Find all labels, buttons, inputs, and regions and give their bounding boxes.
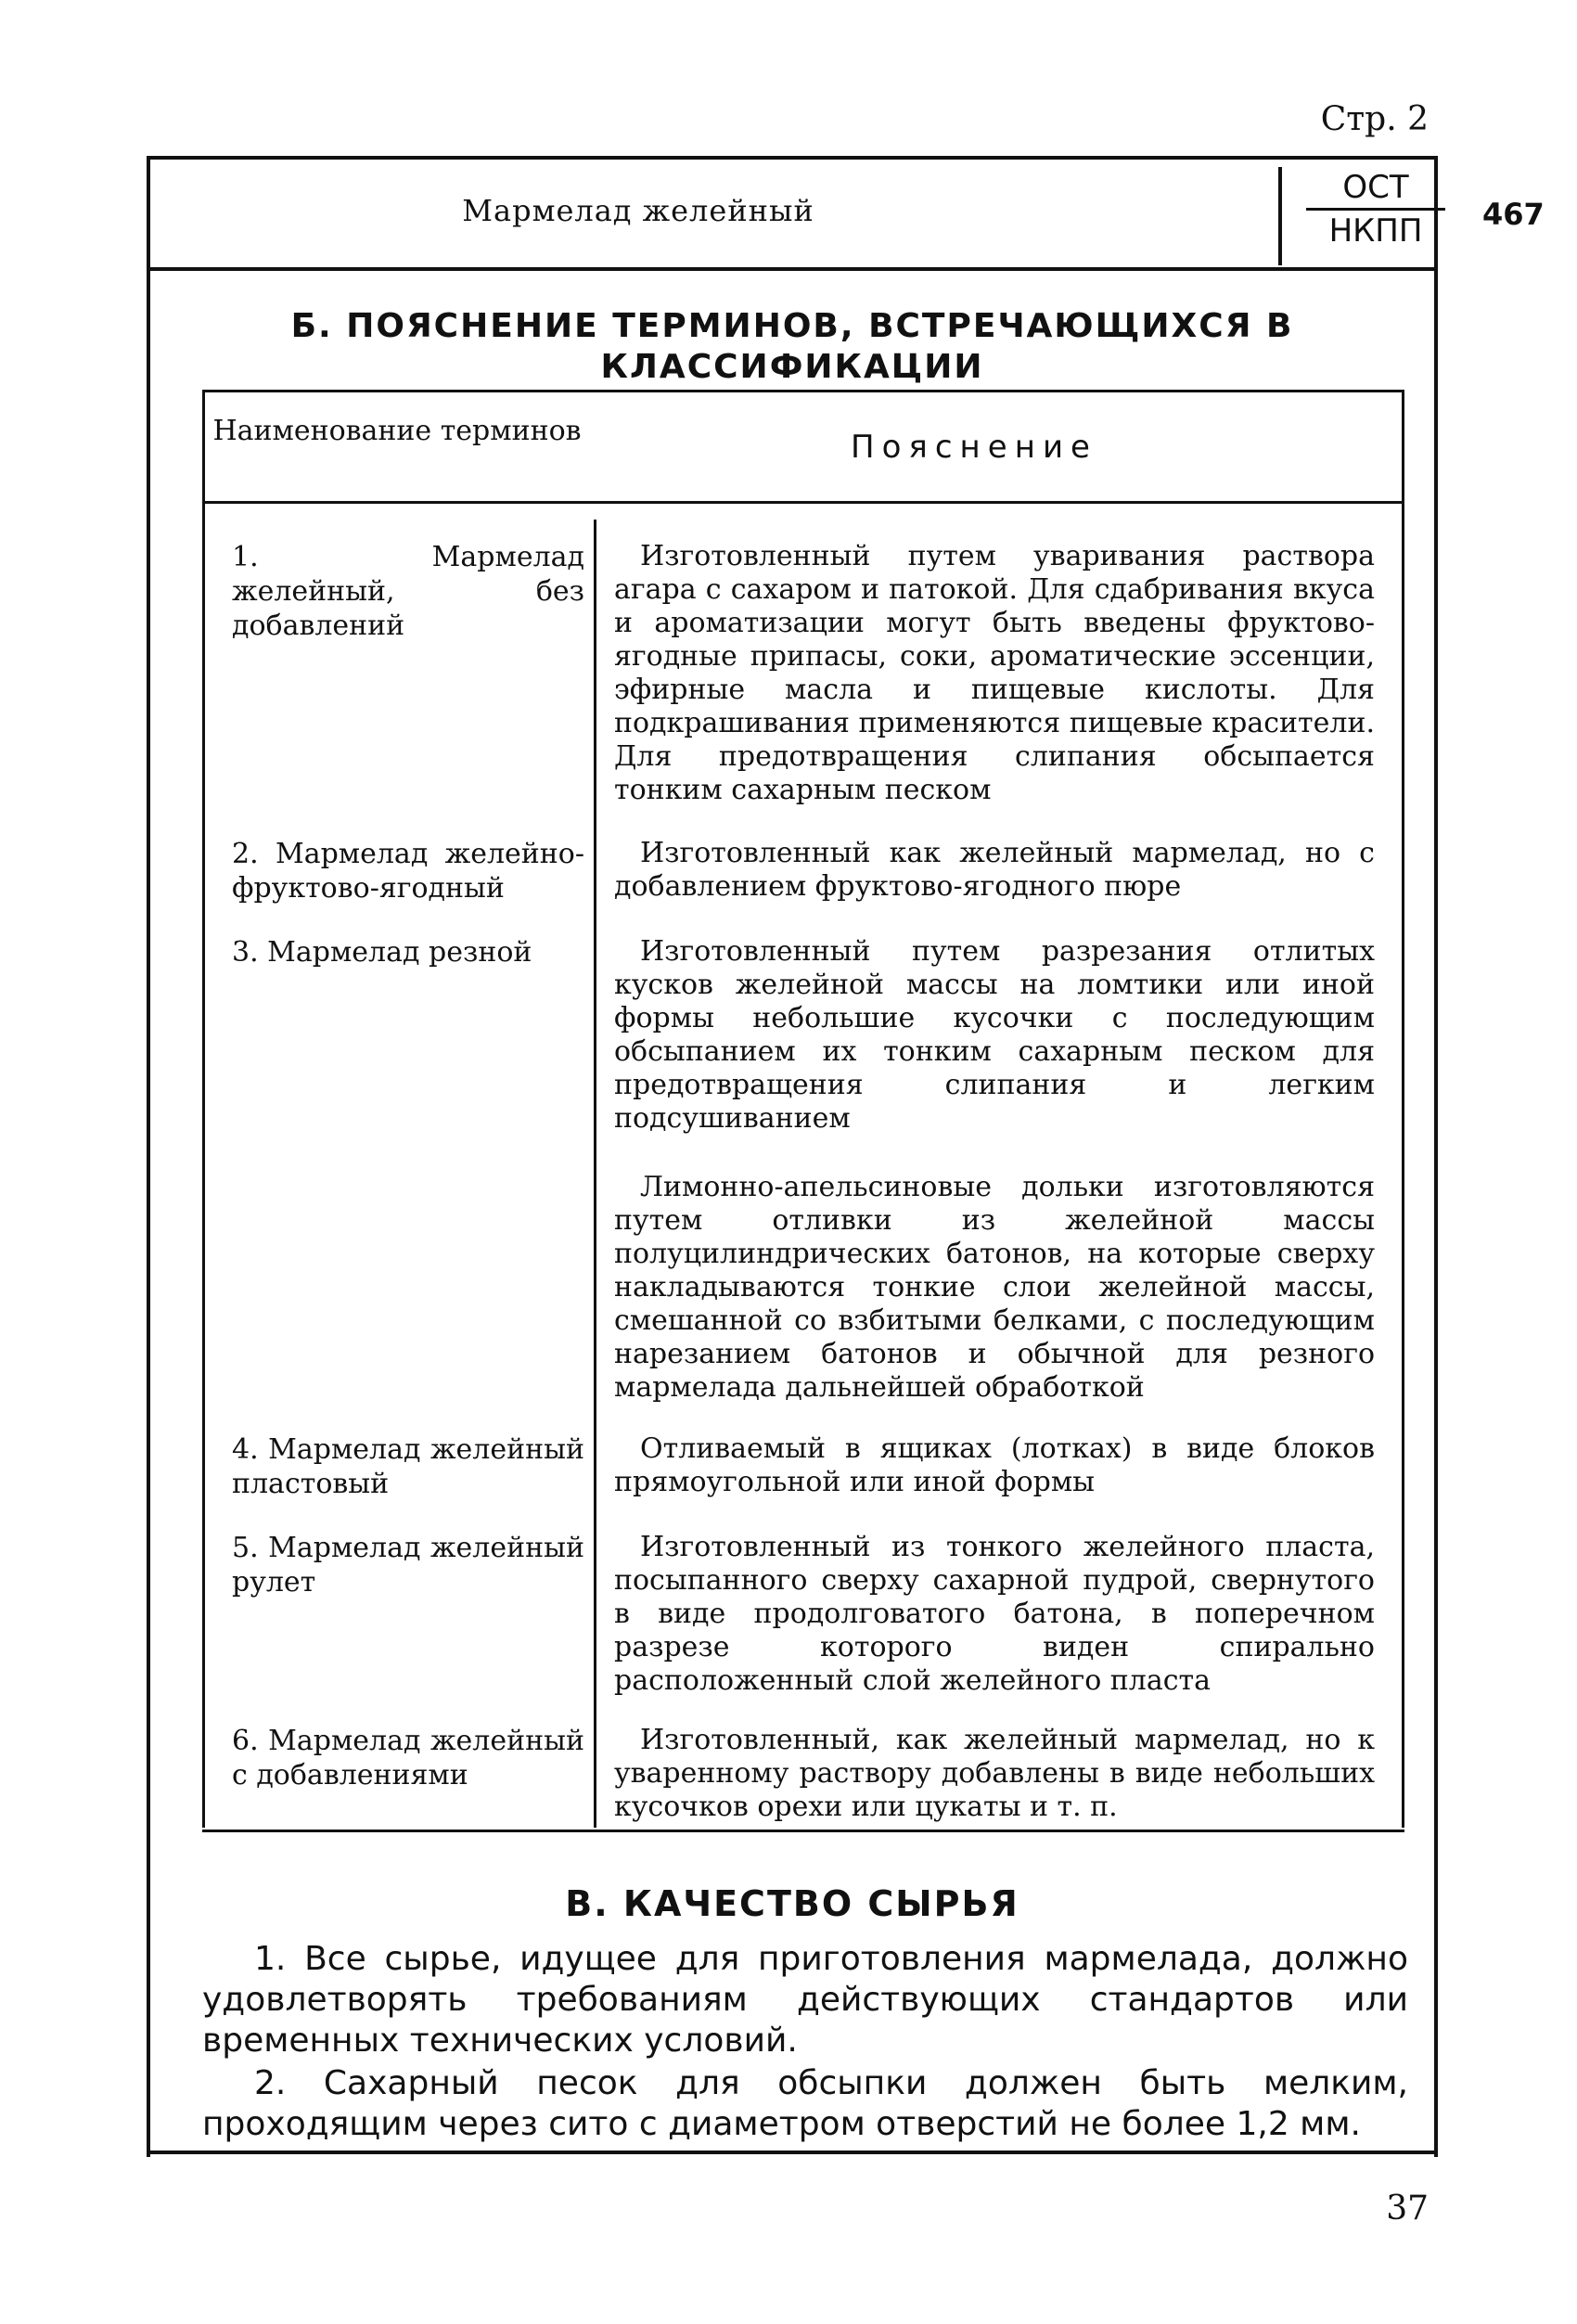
page-number-bottom: 37: [1386, 2189, 1429, 2228]
header-title: Мармелад желейный: [462, 193, 814, 228]
table-row-term: 3. Мармелад резной: [232, 936, 532, 969]
table-top-rule: [202, 390, 1404, 392]
column-header-explanation: Пояснение: [851, 429, 1097, 466]
standard-denominator: НКПП: [1328, 212, 1423, 250]
frame-bottom-rule: [147, 2151, 1438, 2154]
page-label-top: Стр. 2: [1320, 100, 1429, 138]
table-row-explanation: Изготовленный путем уваривания раствора агара с сахаром и патокой. Для сдабривания вкуса и ароматизации могут быть введены фруктово-ягодные припасы, соки, ароматические эссенции, эфирные масла и пищевые кислоты. Для подкрашивания применяются пищевые красители. Для предотвращения слипания обсыпается тонким сахарным песком: [614, 540, 1375, 806]
column-divider: [594, 520, 596, 1828]
paragraph-2: 2. Сахарный песок для обсыпки должен быть мелким, проходящим через сито с диаметром отверстий не более 1,2 мм.: [202, 2064, 1408, 2143]
document-header: [147, 160, 1545, 271]
section-v-title: В. КАЧЕСТВО СЫРЬЯ: [565, 1883, 1019, 1924]
table-row-explanation: Отливаемый в ящиках (лотках) в виде блоков прямоугольной или иной формы: [614, 1432, 1375, 1498]
table-bottom-rule: [202, 1830, 1404, 1832]
standard-fraction: [1306, 169, 1445, 250]
table-row-term: 4. Мармелад желейный пластовый: [232, 1433, 584, 1500]
header-divider: [1278, 167, 1282, 265]
section-b-title-line2: КЛАССИФИКАЦИИ: [600, 348, 984, 386]
table-row-explanation: Изготовленный путем разрезания отлитых кусков желейной массы на ломтики или иной формы небольшие кусочки с последующим обсыпанием их тонким сахарным песком для предотвращения слипания и легким подсушиванием: [614, 935, 1375, 1135]
column-header-terms: Наименование терминов: [212, 415, 582, 447]
section-b-title-line1: Б. ПОЯСНЕНИЕ ТЕРМИНОВ, ВСТРЕЧАЮЩИХСЯ В: [290, 307, 1294, 345]
standard-numerator: ОСТ: [1306, 169, 1445, 211]
table-header-rule: [202, 501, 1404, 504]
table-row-explanation: Изготовленный как желейный мармелад, но с добавлением фруктово-ягодного пюре: [614, 837, 1375, 903]
table-row-term: 5. Мармелад желейный рулет: [232, 1532, 584, 1599]
table-row-term: 1. Мармелад желейный, без добавлений: [232, 541, 584, 642]
paragraph-1: 1. Все сырье, идущее для приготовления мармелада, должно удовлетворять требованиям действующих стандартов или временных технических условий.: [202, 1940, 1408, 2060]
section-b-title: [147, 306, 1438, 388]
table-row-explanation: Изготовленный, как желейный мармелад, но к уваренному раствору добавлены в виде небольших кусочков орехи или цукаты и т. п.: [614, 1724, 1375, 1823]
table-row-term: 2. Мармелад желейно-фруктово-ягодный: [232, 838, 584, 905]
standard-code: 467: [1482, 197, 1545, 232]
table-row-explanation: Изготовленный из тонкого желейного пласта, посыпанного сверху сахарной пудрой, свернутого в виде продолговатого батона, в поперечном разрезе которого виден спирально расположенный слой желейного пласта: [614, 1531, 1375, 1697]
table-row-explanation-extra: Лимонно-апельсиновые дольки изготовляются путем отливки из желейной массы полуцилиндрических батонов, на которые сверху накладываются тонкие слои желейной массы, смешанной со взбитыми белками, с последующим нарезанием батонов и обычной для резного мармелада дальнейшей обработкой: [614, 1171, 1375, 1404]
table-row-term: 6. Мармелад желейный с добавлениями: [232, 1725, 584, 1791]
